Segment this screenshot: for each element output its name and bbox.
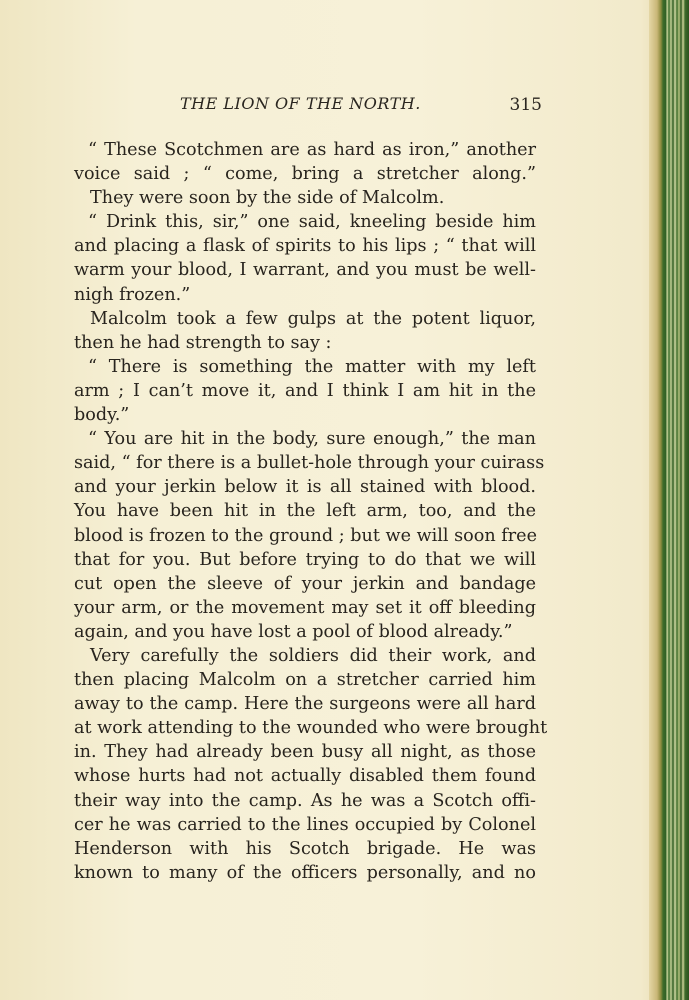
text-line: said, “ for there is a bullet-hole through your cuirass xyxy=(74,453,545,474)
text-line: cer he was carried to the lines occupied by Colonel xyxy=(74,814,536,835)
text-line: your arm, or the movement may set it off bleeding xyxy=(74,597,536,618)
text-line: Malcolm took a few gulps at the potent liquor, xyxy=(90,308,536,329)
page-header xyxy=(74,94,542,118)
text-line: and placing a flask of spirits to his lips ; “ that will xyxy=(74,236,536,257)
page-number: 315 xyxy=(509,95,542,115)
text-line: then placing Malcolm on a stretcher carried him xyxy=(74,670,536,691)
text-line: “ You are hit in the body, sure enough,” the man xyxy=(88,429,536,450)
text-line: You have been hit in the left arm, too, and the xyxy=(74,501,536,522)
running-title: THE LION OF THE NORTH. xyxy=(180,94,421,113)
text-line: cut open the sleeve of your jerkin and bandage xyxy=(74,573,536,594)
text-line: “ These Scotchmen are as hard as iron,” another xyxy=(88,140,536,160)
text-line: again, and you have lost a pool of blood already.” xyxy=(74,621,513,642)
text-line: away to the camp. Here the surgeons were all hard xyxy=(74,694,536,715)
text-line: warm your blood, I warrant, and you must be well- xyxy=(74,260,536,281)
body-text xyxy=(74,138,548,885)
text-line: Henderson with his Scotch brigade. He was xyxy=(74,838,536,859)
text-line: Very carefully the soldiers did their work, and xyxy=(90,645,536,666)
text-line: “ Drink this, sir,” one said, kneeling beside him xyxy=(88,212,536,233)
text-line: nigh frozen.” xyxy=(74,284,191,305)
page-edge-binding xyxy=(649,0,689,1000)
text-line: They were soon by the side of Malcolm. xyxy=(90,188,445,209)
text-line: “ There is something the matter with my left xyxy=(88,356,536,377)
text-line: then he had strength to say : xyxy=(74,332,332,353)
text-line: arm ; I can’t move it, and I think I am hit in the xyxy=(74,380,536,401)
text-line: whose hurts had not actually disabled them found xyxy=(74,766,536,787)
text-line: that for you. But before trying to do that we will xyxy=(74,549,536,570)
text-line: in. They had already been busy all night, as those xyxy=(74,742,536,763)
text-line: their way into the camp. As he was a Scotch offi- xyxy=(74,790,536,811)
text-line: voice said ; “ come, bring a stretcher along.” xyxy=(74,164,536,185)
text-line: known to many of the officers personally, and no xyxy=(74,862,536,883)
text-line: body.” xyxy=(74,405,130,426)
text-line: and your jerkin below it is all stained with blood. xyxy=(74,477,536,498)
text-line: at work attending to the wounded who were brought xyxy=(74,718,548,739)
text-line: blood is frozen to the ground ; but we will soon free xyxy=(74,525,537,546)
